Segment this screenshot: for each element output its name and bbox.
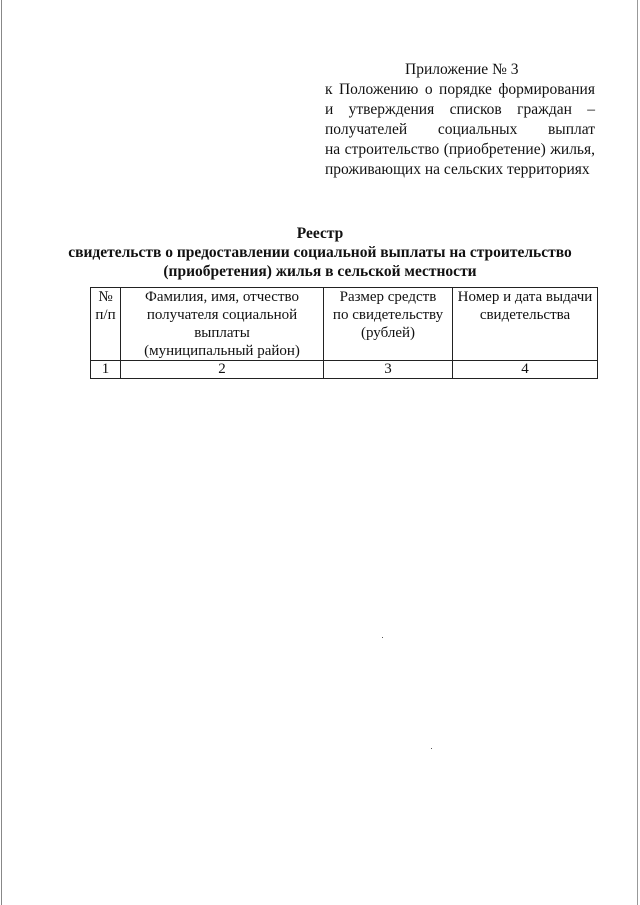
table-header-row [91,288,598,361]
header-line: (рублей) [360,325,416,341]
appendix-word: утверждения [348,101,435,118]
appendix-word: выплат [547,121,595,138]
appendix-word: порядке [439,81,492,98]
appendix-note-line [325,120,595,140]
scan-speck [382,637,383,638]
header-line: выплаты [194,325,250,341]
appendix-word: списков [449,101,502,118]
appendix-title: Приложение № 3 [405,61,519,78]
column-number-cell: 2 [121,361,324,379]
appendix-note-line [325,160,595,180]
appendix-word: строительство [344,141,440,158]
appendix-word: формирования [498,81,595,98]
header-line: Размер средств [339,289,437,305]
header-line: п/п [95,307,116,323]
appendix-word: – [587,101,595,118]
header-cell-name [121,288,324,361]
header-line: № [98,289,113,305]
appendix-word: к [325,81,333,98]
heading-subtitle-line-1: свидетельств о предоставлении социальной выплаты на строительство [68,244,572,261]
appendix-word: получателей [325,121,408,138]
header-cell-certificate [453,288,598,361]
appendix-word: на [325,141,341,158]
appendix-word: жилья, [550,141,595,158]
scan-speck [431,748,432,749]
appendix-note-line [325,80,595,100]
appendix-word: социальных [437,121,518,138]
appendix-word: Положению [338,81,419,98]
appendix-word: и [325,101,334,118]
column-number-cell: 4 [453,361,598,379]
appendix-word: проживающих на сельских территориях [325,161,590,178]
column-number-row [91,361,598,379]
appendix-note-line [325,140,595,160]
page-edge-left [1,0,2,905]
column-number-cell: 1 [91,361,121,379]
page-edge-right [637,0,638,905]
header-line: получателя социальной [146,307,298,323]
document-heading [0,224,640,281]
header-line: по свидетельству [332,307,444,323]
heading-subtitle-line-2: (приобретения) жилья в сельской местности [163,263,477,280]
appendix-note-line [325,100,595,120]
registry-table [90,287,598,379]
header-line: свидетельства [479,307,571,323]
appendix-word: о [424,81,433,98]
column-number-cell: 3 [324,361,453,379]
header-cell-amount [324,288,453,361]
header-line: Номер и дата выдачи [457,289,593,305]
heading-title: Реестр [296,225,344,242]
appendix-note [325,80,595,180]
header-line: Фамилия, имя, отчество [145,289,299,305]
header-line: (муниципальный район) [144,343,300,359]
appendix-word: граждан [517,101,572,118]
appendix-word: (приобретение) [443,141,546,158]
header-cell-number [91,288,121,361]
